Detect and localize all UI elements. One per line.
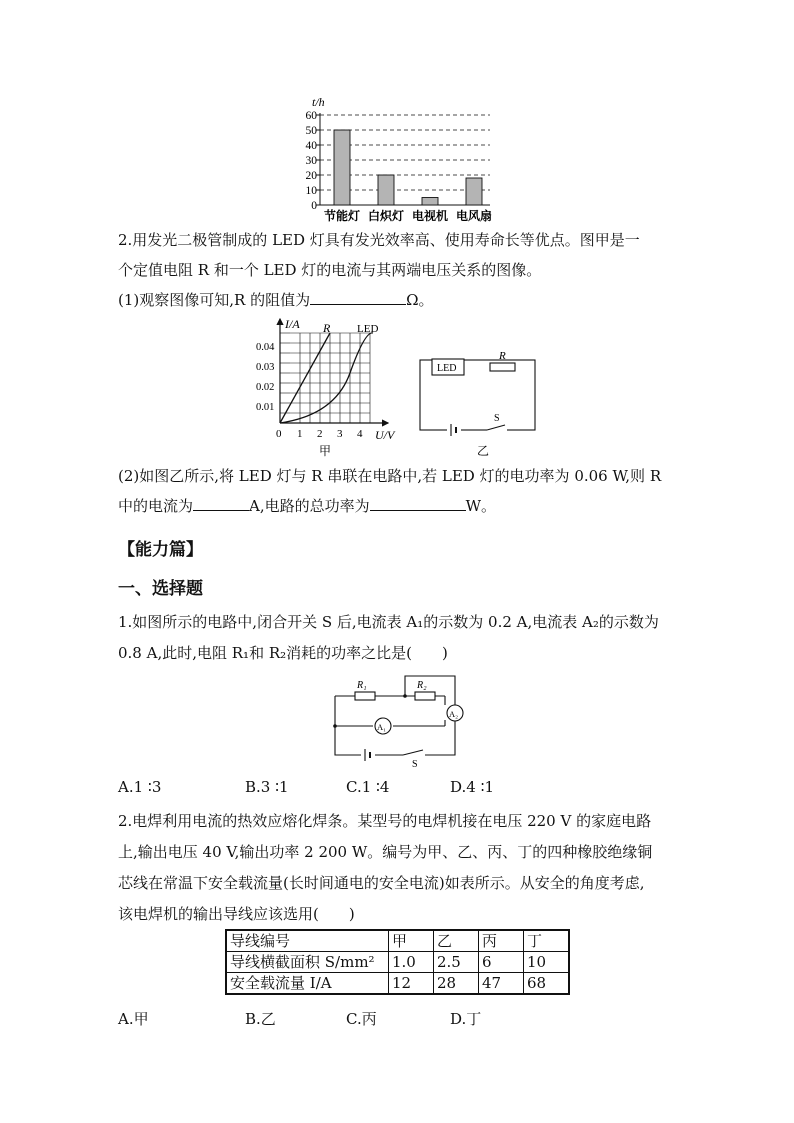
circuit-mc1-r1-label: R₁ — [357, 680, 367, 691]
bar-chart-ytick: 10 — [305, 185, 317, 197]
wire-table-cell: 导线编号 — [226, 930, 389, 952]
bar-chart-category-label: 电视机 — [411, 209, 449, 223]
wire-table-row — [226, 952, 569, 973]
section-title: 【能力篇】 — [118, 540, 203, 560]
iu-graph-ylabel: I/A — [285, 317, 300, 331]
circuit-mc1-a1-label: A₁ — [377, 722, 387, 732]
circuit-mc1-r1 — [355, 692, 375, 700]
bar-chart-ytick: 20 — [305, 170, 317, 182]
wire-table-cell: 68 — [524, 973, 570, 995]
iu-graph-xtick-1: 1 — [297, 428, 303, 440]
iu-graph-xtick-0: 0 — [276, 428, 282, 440]
iu-graph-ytick-2: 0.03 — [256, 362, 275, 373]
wire-table-cell: 12 — [389, 973, 434, 995]
bar-chart-ytick: 30 — [305, 155, 317, 167]
mc2-option-d[interactable]: D.丁 — [450, 1010, 482, 1028]
q2-sub1 — [118, 290, 434, 310]
bar-chart-bar — [466, 178, 482, 205]
wire-table-cell: 10 — [524, 952, 570, 973]
iu-graph-grid — [290, 333, 370, 423]
q2-sub1-unit: Ω。 — [406, 291, 434, 309]
q2-sub2-power-blank[interactable] — [370, 496, 466, 511]
q2-sub2-line2 — [118, 496, 496, 516]
bar-chart-yticks — [306, 110, 321, 212]
mc2-option-c[interactable]: C.丙 — [346, 1010, 377, 1028]
mc1-option-d[interactable]: D.4 ∶1 — [450, 778, 495, 796]
wire-table-cell: 安全载流量 I/A — [226, 973, 389, 995]
bar-chart-category-label: 电风扇 — [455, 209, 493, 223]
iu-graph-xlabel: U/V — [375, 428, 395, 442]
iu-graph-xtick-2: 2 — [317, 428, 323, 440]
iu-graph-r-label: R — [323, 321, 331, 335]
iu-graph-led-label: LED — [357, 323, 379, 335]
mc1-option-c[interactable]: C.1 ∶4 — [346, 778, 390, 796]
circuit-mc1 — [325, 670, 465, 770]
circuit-mc1-r2-label: R₂ — [417, 680, 427, 691]
wire-table-cell: 丙 — [479, 930, 524, 952]
bar-chart-categories — [324, 208, 492, 223]
circuit-mc1-s-label: S — [412, 759, 418, 770]
bar-chart — [290, 95, 500, 225]
mc2-option-a[interactable]: A.甲 — [118, 1010, 149, 1028]
iu-graph-caption: 甲 — [319, 444, 332, 458]
wire-table-cell: 1.0 — [389, 952, 434, 973]
bar-chart-bar — [422, 198, 438, 206]
mc1-option-a[interactable]: A.1 ∶3 — [118, 778, 162, 796]
iu-graph-xtick-4: 4 — [357, 428, 363, 440]
wire-table-cell: 47 — [479, 973, 524, 995]
circuit-yi-caption: 乙 — [477, 444, 490, 458]
bar-chart-bar — [378, 175, 394, 205]
wire-table-cell: 2.5 — [434, 952, 479, 973]
bar-chart-bar — [334, 130, 350, 205]
mc2-line3: 芯线在常温下安全载流量(长时间通电的安全电流)如表所示。从安全的角度考虑, — [118, 874, 645, 892]
bar-chart-ytick: 60 — [305, 110, 317, 122]
bar-chart-bars — [334, 130, 482, 205]
mc2-line4: 该电焊机的输出导线应该选用( ) — [118, 905, 355, 923]
wire-table-cell: 甲 — [389, 930, 434, 952]
mc2-option-b[interactable]: B.乙 — [245, 1010, 276, 1028]
iu-graph-r-curve — [280, 333, 330, 423]
wire-table-cell: 乙 — [434, 930, 479, 952]
bar-chart-ytick: 50 — [305, 125, 317, 137]
q2-sub1-text: (1)观察图像可知,R 的阻值为 — [118, 291, 311, 309]
wire-table-cell: 28 — [434, 973, 479, 995]
iu-graph-ytick-3: 0.02 — [256, 382, 275, 393]
q2-sub1-answer-blank[interactable] — [310, 290, 406, 305]
q2-sub2-text-c: W。 — [465, 497, 497, 515]
wire-table-cell: 导线横截面积 S/mm² — [226, 952, 389, 973]
iu-graph-ytick-1: 0.04 — [256, 342, 275, 353]
q2-text-line1: 2.用发光二极管制成的 LED 灯具有发光效率高、使用寿命长等优点。图甲是一 — [118, 231, 640, 249]
circuit-yi — [415, 345, 545, 460]
iu-graph — [255, 315, 405, 460]
iu-graph-ytick-4: 0.01 — [256, 402, 275, 413]
wire-table-cell: 6 — [479, 952, 524, 973]
bar-chart-category-label: 节能灯 — [323, 209, 361, 223]
bar-chart-category-label: 白炽灯 — [367, 209, 405, 223]
bar-chart-ylabel: t/h — [312, 95, 325, 109]
circuit-yi-s-label: S — [494, 413, 500, 424]
circuit-mc1-r2 — [415, 692, 435, 700]
q2-sub2-current-blank[interactable] — [193, 496, 249, 511]
iu-graph-xtick-3: 3 — [337, 428, 343, 440]
mc1-option-b[interactable]: B.3 ∶1 — [245, 778, 289, 796]
mc1-line1: 1.如图所示的电路中,闭合开关 S 后,电流表 A₁的示数为 0.2 A,电流表 A₂的示数为 — [118, 613, 659, 631]
q2-sub2-text-b: A,电路的总功率为 — [249, 497, 370, 515]
iu-graph-led-curve — [280, 333, 373, 423]
wire-table-row — [226, 973, 569, 995]
q2-text-line2: 个定值电阻 R 和一个 LED 灯的电流与其两端电压关系的图像。 — [118, 261, 542, 279]
q2-sub2-line1: (2)如图乙所示,将 LED 灯与 R 串联在电路中,若 LED 灯的电功率为 0.06 W,则 R — [118, 467, 662, 485]
circuit-mc1-a2-label: A₂ — [449, 709, 459, 719]
circuit-yi-resistor — [490, 363, 515, 371]
wire-table — [225, 929, 570, 995]
section-subtitle: 一、选择题 — [118, 579, 203, 599]
wire-table-cell: 丁 — [524, 930, 570, 952]
q2-sub2-text-a: 中的电流为 — [118, 497, 194, 515]
mc2-line2: 上,输出电压 40 V,输出功率 2 200 W。编号为甲、乙、丙、丁的四种橡胶绝缘铜 — [118, 843, 653, 861]
circuit-yi-r-label: R — [499, 350, 506, 362]
wire-table-row — [226, 930, 569, 952]
bar-chart-ytick: 0 — [311, 200, 317, 212]
bar-chart-ytick: 40 — [305, 140, 317, 152]
circuit-yi-led-label: LED — [437, 363, 457, 374]
mc1-line2: 0.8 A,此时,电阻 R₁和 R₂消耗的功率之比是( ) — [118, 644, 448, 662]
mc2-line1: 2.电焊利用电流的热效应熔化焊条。某型号的电焊机接在电压 220 V 的家庭电路 — [118, 812, 652, 830]
